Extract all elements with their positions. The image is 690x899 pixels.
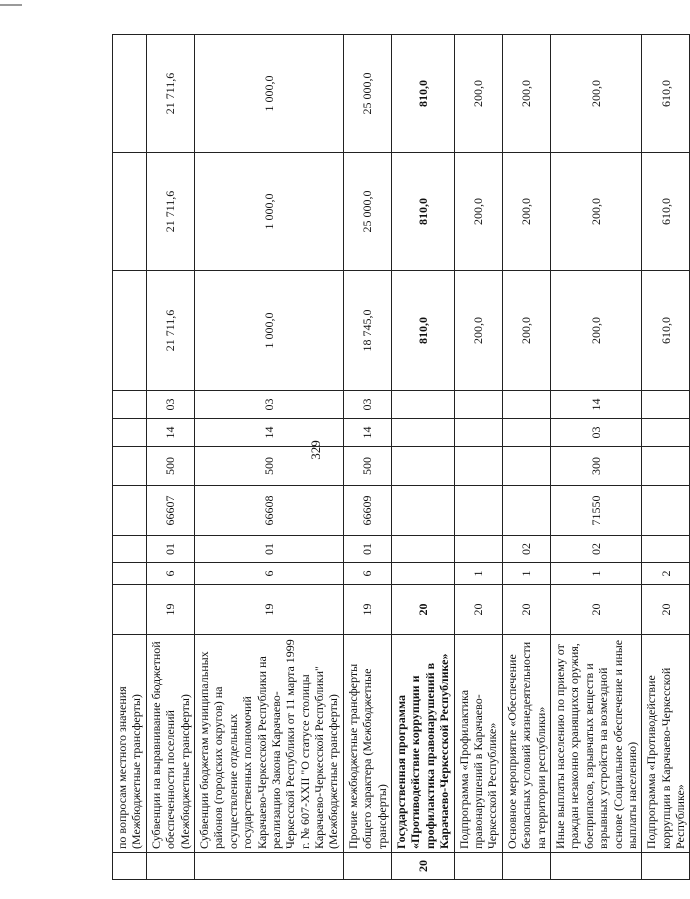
- code-section: [642, 419, 690, 447]
- code-section: 14: [343, 419, 391, 447]
- code-subsection: [502, 391, 550, 419]
- row-number: [454, 853, 502, 880]
- code-program: 20: [502, 585, 550, 635]
- code-direction: 66609: [343, 486, 391, 536]
- code-subsection: 03: [194, 391, 343, 419]
- value-2022: 610,0: [642, 35, 690, 153]
- code-subsection: 14: [550, 391, 641, 419]
- value-2022: 200,0: [502, 35, 550, 153]
- code-program: 19: [343, 585, 391, 635]
- value-2021: 25 000,0: [343, 153, 391, 271]
- code-expense: [454, 447, 502, 486]
- code-program: 20: [392, 585, 455, 635]
- code-sub: 6: [146, 563, 194, 585]
- value-2021: 1 000,0: [194, 153, 343, 271]
- code-sub: 1: [454, 563, 502, 585]
- value-2020: 610,0: [642, 271, 690, 391]
- code-expense: 300: [550, 447, 641, 486]
- code-expense: [642, 447, 690, 486]
- value-2020: 200,0: [550, 271, 641, 391]
- row-name: по вопросам местного значения (Межбюджетные трансферты): [113, 635, 147, 853]
- table-row: [194, 35, 343, 880]
- value-2021: 200,0: [454, 153, 502, 271]
- code-subsection: 03: [146, 391, 194, 419]
- row-number: [146, 853, 194, 880]
- value-2022: [113, 35, 147, 153]
- value-2022: 200,0: [454, 35, 502, 153]
- value-2020: 21 711,6: [146, 271, 194, 391]
- row-name: Подпрограмма «Противодействие коррупции в Карачаево-Черкесской Республике»: [642, 635, 690, 853]
- row-name: Субвенции бюджетам муниципальных районов (городских округов) на осуществление отдельных государственных полномочий Карачаево-Черкесской Республики на реализацию Закона Карачаево-Черкесской Республики от 11 марта 1999 г. № 607-XXII "О статусе столицы Карачаево-Черкесской Республики" (Межбюджетные трансферты): [194, 635, 343, 853]
- code-sub: 1: [502, 563, 550, 585]
- code-sub: 6: [343, 563, 391, 585]
- code-program: 20: [454, 585, 502, 635]
- code-subsection: [392, 391, 455, 419]
- row-number: [113, 853, 147, 880]
- code-subsection: [454, 391, 502, 419]
- code-direction: [642, 486, 690, 536]
- row-number: [642, 853, 690, 880]
- row-number: 20: [392, 853, 455, 880]
- code-direction: [113, 486, 147, 536]
- value-2021: 200,0: [550, 153, 641, 271]
- value-2021: [113, 153, 147, 271]
- code-main: [454, 536, 502, 563]
- code-direction: 71550: [550, 486, 641, 536]
- table-row: [502, 35, 550, 880]
- value-2020: 1 000,0: [194, 271, 343, 391]
- table-body: [113, 35, 690, 880]
- value-2020: 200,0: [502, 271, 550, 391]
- code-program: 20: [550, 585, 641, 635]
- value-2022: 810,0: [392, 35, 455, 153]
- code-program: 20: [642, 585, 690, 635]
- table-row: [146, 35, 194, 880]
- table-row: [550, 35, 641, 880]
- code-direction: 66608: [194, 486, 343, 536]
- code-section: [502, 419, 550, 447]
- budget-table: [112, 34, 690, 880]
- code-section: 03: [550, 419, 641, 447]
- code-direction: [454, 486, 502, 536]
- page-number: 329: [308, 440, 323, 460]
- value-2022: 200,0: [550, 35, 641, 153]
- table-row: [642, 35, 690, 880]
- code-main: [392, 536, 455, 563]
- row-number: [550, 853, 641, 880]
- code-section: [113, 419, 147, 447]
- code-expense: [502, 447, 550, 486]
- code-main: 01: [194, 536, 343, 563]
- scan-mark: [0, 4, 22, 6]
- value-2020: 200,0: [454, 271, 502, 391]
- code-sub: [392, 563, 455, 585]
- code-main: [642, 536, 690, 563]
- code-section: 14: [146, 419, 194, 447]
- code-subsection: [642, 391, 690, 419]
- code-subsection: [113, 391, 147, 419]
- value-2022: 1 000,0: [194, 35, 343, 153]
- code-section: 14: [194, 419, 343, 447]
- code-expense: 500: [194, 447, 343, 486]
- code-program: 19: [146, 585, 194, 635]
- budget-table-rotated: [112, 35, 688, 880]
- row-name: Иные выплаты населению по приему от граждан незаконно хранящихся оружия, боеприпасов, взрывчатых веществ и взрывных устройств на возмездной основе (Социальное обеспечение и иные выплаты населению): [550, 635, 641, 853]
- code-sub: 1: [550, 563, 641, 585]
- table-row: [454, 35, 502, 880]
- code-main: 02: [550, 536, 641, 563]
- code-sub: 2: [642, 563, 690, 585]
- row-number: [343, 853, 391, 880]
- row-number: [194, 853, 343, 880]
- code-program: 19: [194, 585, 343, 635]
- value-2020: 18 745,0: [343, 271, 391, 391]
- code-sub: [113, 563, 147, 585]
- code-expense: [113, 447, 147, 486]
- code-direction: [392, 486, 455, 536]
- value-2020: 810,0: [392, 271, 455, 391]
- row-name: Основное мероприятие «Обеспечение безопасных условий жизнедеятельности на территории республики»: [502, 635, 550, 853]
- row-name: Прочие межбюджетные трансферты общего характера (Межбюджетные трансферты): [343, 635, 391, 853]
- code-sub: 6: [194, 563, 343, 585]
- code-expense: [392, 447, 455, 486]
- table-row: [343, 35, 391, 880]
- code-direction: [502, 486, 550, 536]
- code-section: [454, 419, 502, 447]
- value-2022: 25 000,0: [343, 35, 391, 153]
- code-expense: 500: [146, 447, 194, 486]
- value-2022: 21 711,6: [146, 35, 194, 153]
- code-program: [113, 585, 147, 635]
- code-main: 02: [502, 536, 550, 563]
- value-2020: [113, 271, 147, 391]
- row-name: Государственная программа «Противодействие коррупции и профилактика правонарушений в Карачаево-Черкесской Республике»: [392, 635, 455, 853]
- value-2021: 21 711,6: [146, 153, 194, 271]
- code-section: [392, 419, 455, 447]
- row-name: Субвенции на выравнивание бюджетной обеспеченности поселений (Межбюджетные трансферты): [146, 635, 194, 853]
- code-main: 01: [343, 536, 391, 563]
- value-2021: 810,0: [392, 153, 455, 271]
- table-row: [392, 35, 455, 880]
- value-2021: 610,0: [642, 153, 690, 271]
- row-number: [502, 853, 550, 880]
- code-direction: 66607: [146, 486, 194, 536]
- value-2021: 200,0: [502, 153, 550, 271]
- row-name: Подпрограмма «Профилактика правонарушений в Карачаево-Черкесской Республике»: [454, 635, 502, 853]
- code-subsection: 03: [343, 391, 391, 419]
- code-expense: 500: [343, 447, 391, 486]
- code-main: 01: [146, 536, 194, 563]
- table-row: [113, 35, 147, 880]
- code-main: [113, 536, 147, 563]
